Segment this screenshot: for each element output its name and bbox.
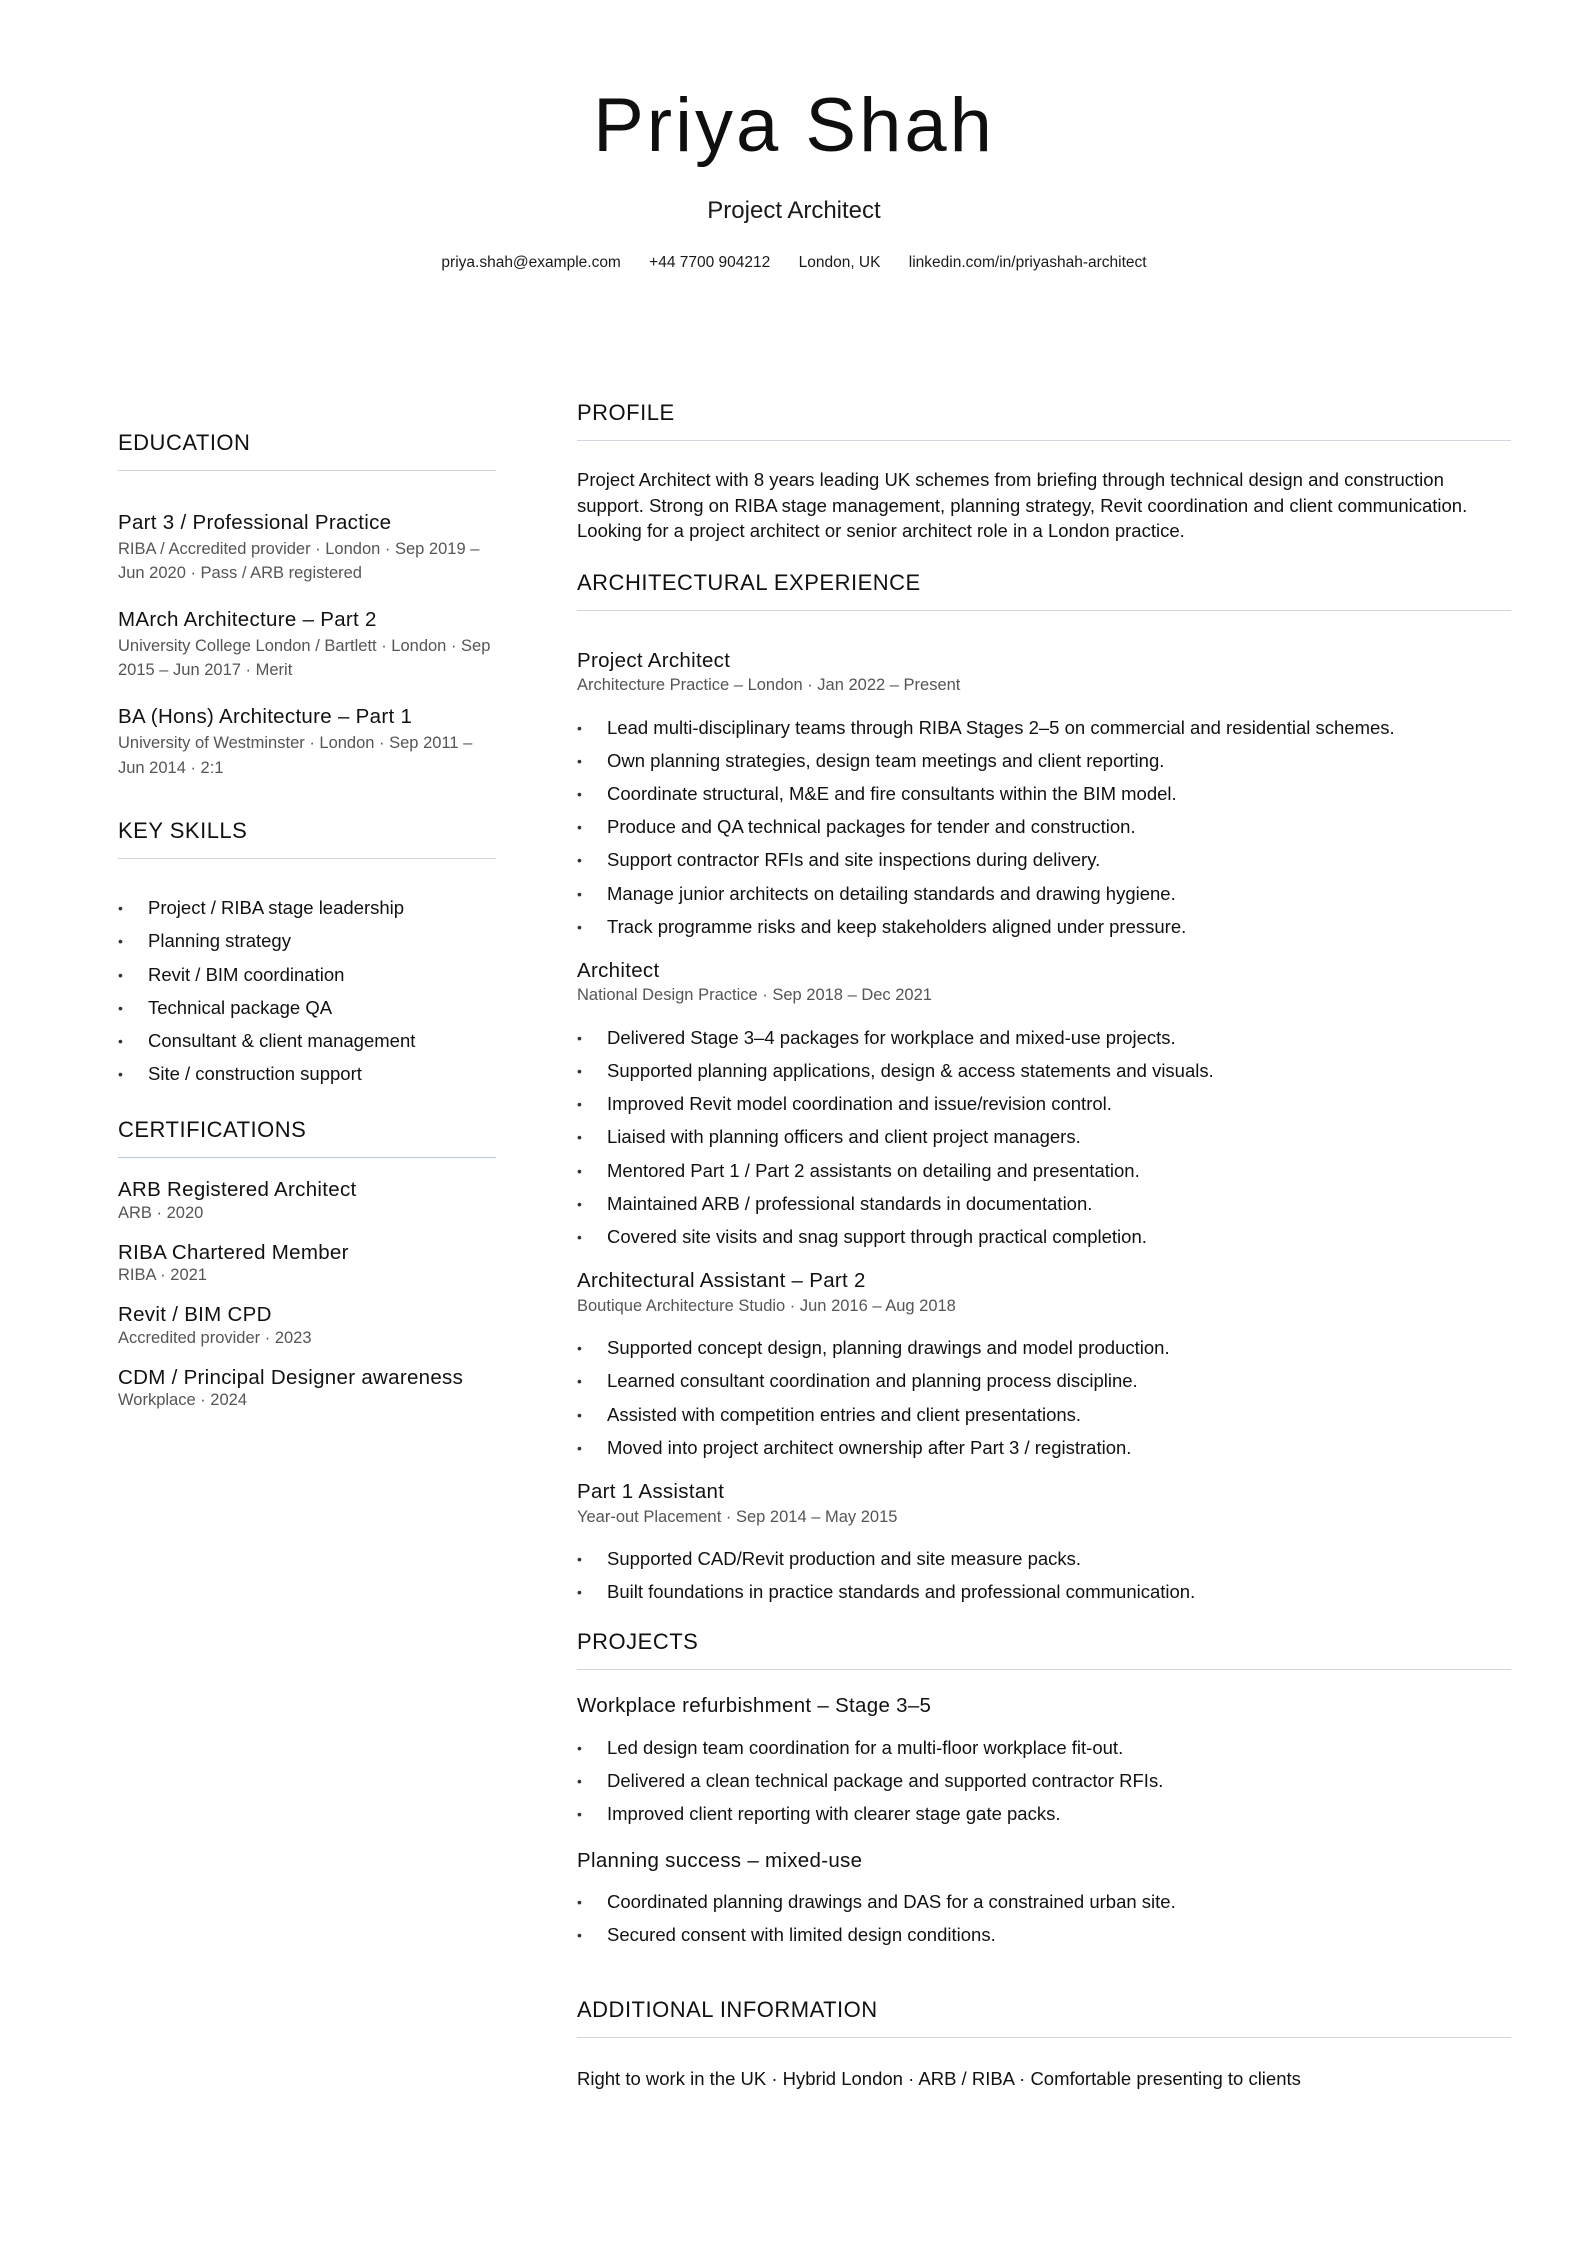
job-bullet: • Manage junior architects on detailing standards and drawing hygiene. xyxy=(577,883,1511,905)
job-bullet: • Assisted with competition entries and client presentations. xyxy=(577,1404,1511,1426)
skill-item: • Consultant & client management xyxy=(118,1030,496,1052)
job-entry xyxy=(577,649,1511,938)
job-bullet: • Learned consultant coordination and planning process discipline. xyxy=(577,1370,1511,1392)
job-bullet: • Own planning strategies, design team meetings and client reporting. xyxy=(577,750,1511,772)
job-entry xyxy=(577,959,1511,1248)
job-bullets xyxy=(577,717,1511,938)
contact-linkedin[interactable]: linkedin.com/in/priyashah-architect xyxy=(908,254,1147,271)
skill-item: • Planning strategy xyxy=(118,930,496,952)
skills-list xyxy=(118,897,496,1085)
job-title: Architect xyxy=(577,958,660,982)
candidate-role: Project Architect xyxy=(707,197,881,224)
education-details: University of Westminster · London · Sep 2011 – Jun 2014 · 2:1 xyxy=(118,733,473,777)
skill-item: • Revit / BIM coordination xyxy=(118,964,496,986)
job-details: Year-out Placement · Sep 2014 – May 2015 xyxy=(577,1507,898,1526)
job-bullet: • Delivered Stage 3–4 packages for workplace and mixed-use projects. xyxy=(577,1027,1511,1049)
education-title: Part 3 / Professional Practice xyxy=(118,511,392,534)
education-title: BA (Hons) Architecture – Part 1 xyxy=(118,705,413,729)
project-title: Planning success – mixed-use xyxy=(577,1848,863,1872)
contact-email[interactable]: priya.shah@example.com xyxy=(441,254,621,271)
education-item xyxy=(118,511,496,586)
certification-item xyxy=(118,1178,496,1223)
project-entry xyxy=(577,1849,1511,1947)
job-bullet: • Coordinate structural, M&E and fire consultants within the BIM model. xyxy=(577,783,1511,805)
certification-item xyxy=(118,1241,496,1286)
education-title: MArch Architecture – Part 2 xyxy=(118,608,377,632)
job-bullet: • Supported concept design, planning drawings and model production. xyxy=(577,1337,1511,1359)
job-details: Boutique Architecture Studio · Jun 2016 – Aug 2018 xyxy=(577,1296,956,1315)
job-bullet: • Liaised with planning officers and client project managers. xyxy=(577,1126,1511,1148)
contact-line xyxy=(0,254,1588,272)
certification-details: Workplace · 2024 xyxy=(118,1391,248,1410)
job-bullet: • Maintained ARB / professional standards in documentation. xyxy=(577,1193,1511,1215)
job-title: Part 1 Assistant xyxy=(577,1480,725,1504)
candidate-name: Priya Shah xyxy=(593,83,995,168)
project-bullet: • Secured consent with limited design conditions. xyxy=(577,1924,1511,1946)
skill-item: • Technical package QA xyxy=(118,997,496,1019)
section-title-projects: PROJECTS xyxy=(577,1629,1511,1670)
education-details: University College London / Bartlett · London · Sep 2015 – Jun 2017 · Merit xyxy=(118,636,491,680)
right-column xyxy=(577,400,1511,2091)
contact-location: London, UK xyxy=(798,254,881,271)
job-bullet: • Mentored Part 1 / Part 2 assistants on detailing and presentation. xyxy=(577,1160,1511,1182)
job-bullet: • Built foundations in practice standards and professional communication. xyxy=(577,1581,1511,1603)
job-bullet: • Produce and QA technical packages for tender and construction. xyxy=(577,816,1511,838)
left-column xyxy=(118,430,496,1411)
certification-title: CDM / Principal Designer awareness xyxy=(118,1365,464,1389)
certification-details: ARB · 2020 xyxy=(118,1204,204,1222)
job-bullets xyxy=(577,1027,1511,1248)
job-details: Architecture Practice – London · Jan 2022 – Present xyxy=(577,676,961,695)
job-bullet: • Moved into project architect ownership after Part 3 / registration. xyxy=(577,1437,1511,1459)
job-title: Architectural Assistant – Part 2 xyxy=(577,1269,866,1293)
project-entry xyxy=(577,1694,1511,1825)
section-title-additional: ADDITIONAL INFORMATION xyxy=(577,1997,1511,2038)
job-bullet: • Lead multi-disciplinary teams through RIBA Stages 2–5 on commercial and residential schemes. xyxy=(577,717,1511,739)
skills-section xyxy=(118,818,496,1085)
certification-item xyxy=(118,1366,496,1411)
certification-item xyxy=(118,1303,496,1348)
certification-details: RIBA · 2021 xyxy=(118,1266,207,1285)
profile-text: Project Architect with 8 years leading UK schemes from briefing through technical design and construction support. Strong on RIBA stage management, planning strategy, Revit coordination and client communication. Looking for a project architect or senior architect role in a London practice. xyxy=(577,469,1468,542)
contact-phone: +44 7700 904212 xyxy=(649,254,771,271)
experience-section xyxy=(577,570,1511,1604)
job-bullet: • Supported planning applications, design & access statements and visuals. xyxy=(577,1060,1511,1082)
profile-section xyxy=(577,400,1511,544)
job-bullet: • Supported CAD/Revit production and site measure packs. xyxy=(577,1548,1511,1570)
job-bullet: • Support contractor RFIs and site inspections during delivery. xyxy=(577,849,1511,871)
certification-title: RIBA Chartered Member xyxy=(118,1240,349,1264)
education-details: RIBA / Accredited provider · London · Sep 2019 – Jun 2020 · Pass / ARB registered xyxy=(118,539,480,583)
section-title-profile: PROFILE xyxy=(577,400,1511,441)
projects-section xyxy=(577,1629,1511,1946)
certification-title: ARB Registered Architect xyxy=(118,1178,357,1202)
job-bullet: • Track programme risks and keep stakeholders aligned under pressure. xyxy=(577,916,1511,938)
section-title-education: EDUCATION xyxy=(118,430,496,471)
education-section xyxy=(118,430,496,780)
project-bullet: • Coordinated planning drawings and DAS for a constrained urban site. xyxy=(577,1891,1511,1913)
certification-title: Revit / BIM CPD xyxy=(118,1303,272,1327)
job-title: Project Architect xyxy=(577,648,731,672)
skill-item: • Site / construction support xyxy=(118,1063,496,1085)
certification-details: Accredited provider · 2023 xyxy=(118,1328,312,1347)
project-title: Workplace refurbishment – Stage 3–5 xyxy=(577,1694,932,1718)
section-title-experience: ARCHITECTURAL EXPERIENCE xyxy=(577,570,1511,611)
job-bullet: • Improved Revit model coordination and issue/revision control. xyxy=(577,1093,1511,1115)
project-bullet: • Led design team coordination for a multi-floor workplace fit-out. xyxy=(577,1737,1511,1759)
job-entry xyxy=(577,1480,1511,1603)
certifications-section xyxy=(118,1117,496,1411)
job-bullets xyxy=(577,1337,1511,1459)
project-bullets xyxy=(577,1891,1511,1946)
job-details: National Design Practice · Sep 2018 – Dec 2021 xyxy=(577,986,932,1005)
project-bullet: • Improved client reporting with clearer stage gate packs. xyxy=(577,1803,1511,1825)
job-entry xyxy=(577,1269,1511,1459)
section-title-certifications: CERTIFICATIONS xyxy=(118,1117,496,1158)
project-bullets xyxy=(577,1737,1511,1826)
education-item xyxy=(118,608,496,683)
job-bullet: • Covered site visits and snag support through practical completion. xyxy=(577,1226,1511,1248)
section-title-skills: KEY SKILLS xyxy=(118,818,496,859)
job-bullets xyxy=(577,1548,1511,1603)
skill-item: • Project / RIBA stage leadership xyxy=(118,897,496,919)
additional-section xyxy=(577,1997,1511,2092)
additional-text: Right to work in the UK · Hybrid London · ARB / RIBA · Comfortable presenting to clients xyxy=(577,2067,1301,2089)
project-bullet: • Delivered a clean technical package and supported contractor RFIs. xyxy=(577,1770,1511,1792)
education-item xyxy=(118,705,496,780)
